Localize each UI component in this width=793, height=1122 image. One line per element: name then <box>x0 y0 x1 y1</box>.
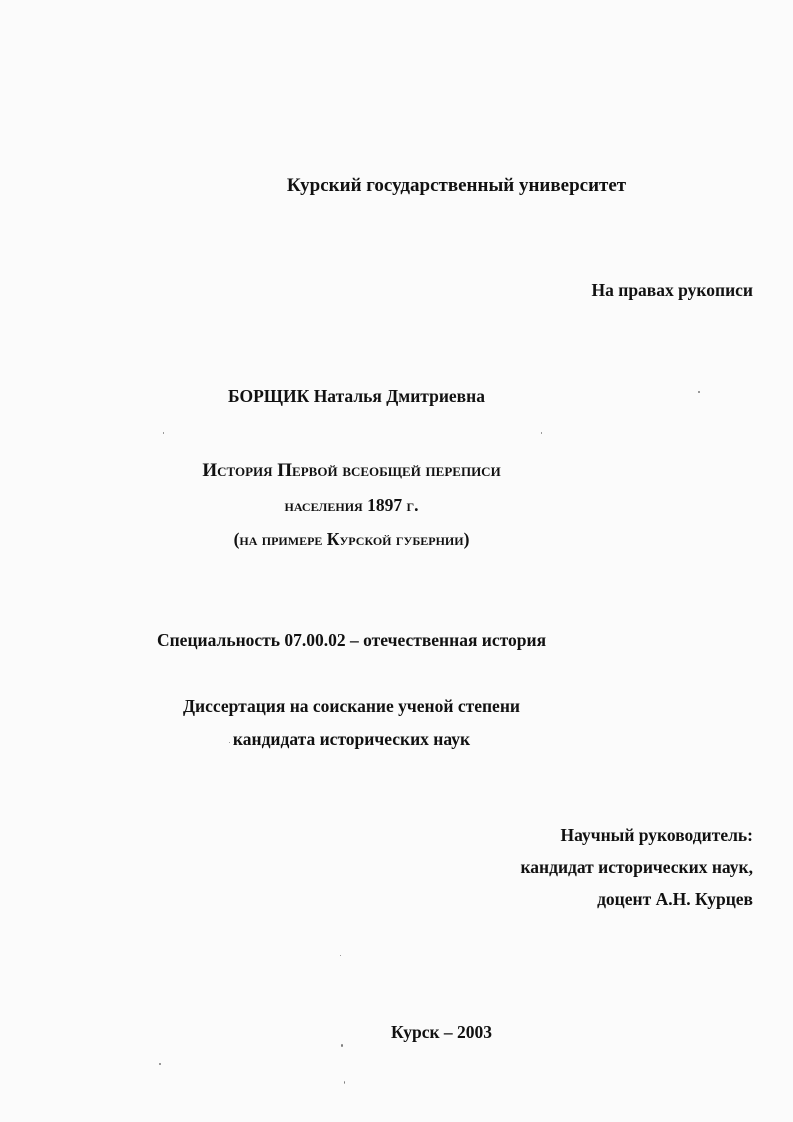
scan-speck <box>340 955 341 956</box>
supervisor-name: доцент А.Н. Курцев <box>597 889 753 909</box>
scan-speck <box>229 742 230 743</box>
dissertation-title-line-1: История Первой всеобщей переписи <box>202 460 501 481</box>
supervisor-degree: кандидат исторических наук, <box>520 857 753 877</box>
scan-speck <box>541 432 542 434</box>
scan-speck <box>698 391 700 393</box>
scan-speck <box>341 1044 343 1047</box>
supervisor-label: Научный руководитель: <box>560 825 753 845</box>
author-name: БОРЩИК Наталья Дмитриевна <box>228 386 485 406</box>
university-name: Курский государственный университет <box>286 175 627 196</box>
degree-sought-line-2: кандидата исторических наук <box>232 729 471 749</box>
degree-sought-line-1: Диссертация на соискание ученой степени <box>183 696 520 716</box>
place-and-year: Курск – 2003 <box>390 1022 493 1042</box>
scan-speck <box>159 1063 161 1065</box>
scan-speck <box>163 432 164 434</box>
specialty: Специальность 07.00.02 – отечественная история <box>156 630 547 650</box>
dissertation-title-line-3: (на примере Курской губернии) <box>233 529 470 549</box>
dissertation-title-line-2: населения 1897 г. <box>284 495 419 515</box>
scan-speck <box>344 1081 345 1084</box>
manuscript-rights: На правах рукописи <box>591 280 753 300</box>
